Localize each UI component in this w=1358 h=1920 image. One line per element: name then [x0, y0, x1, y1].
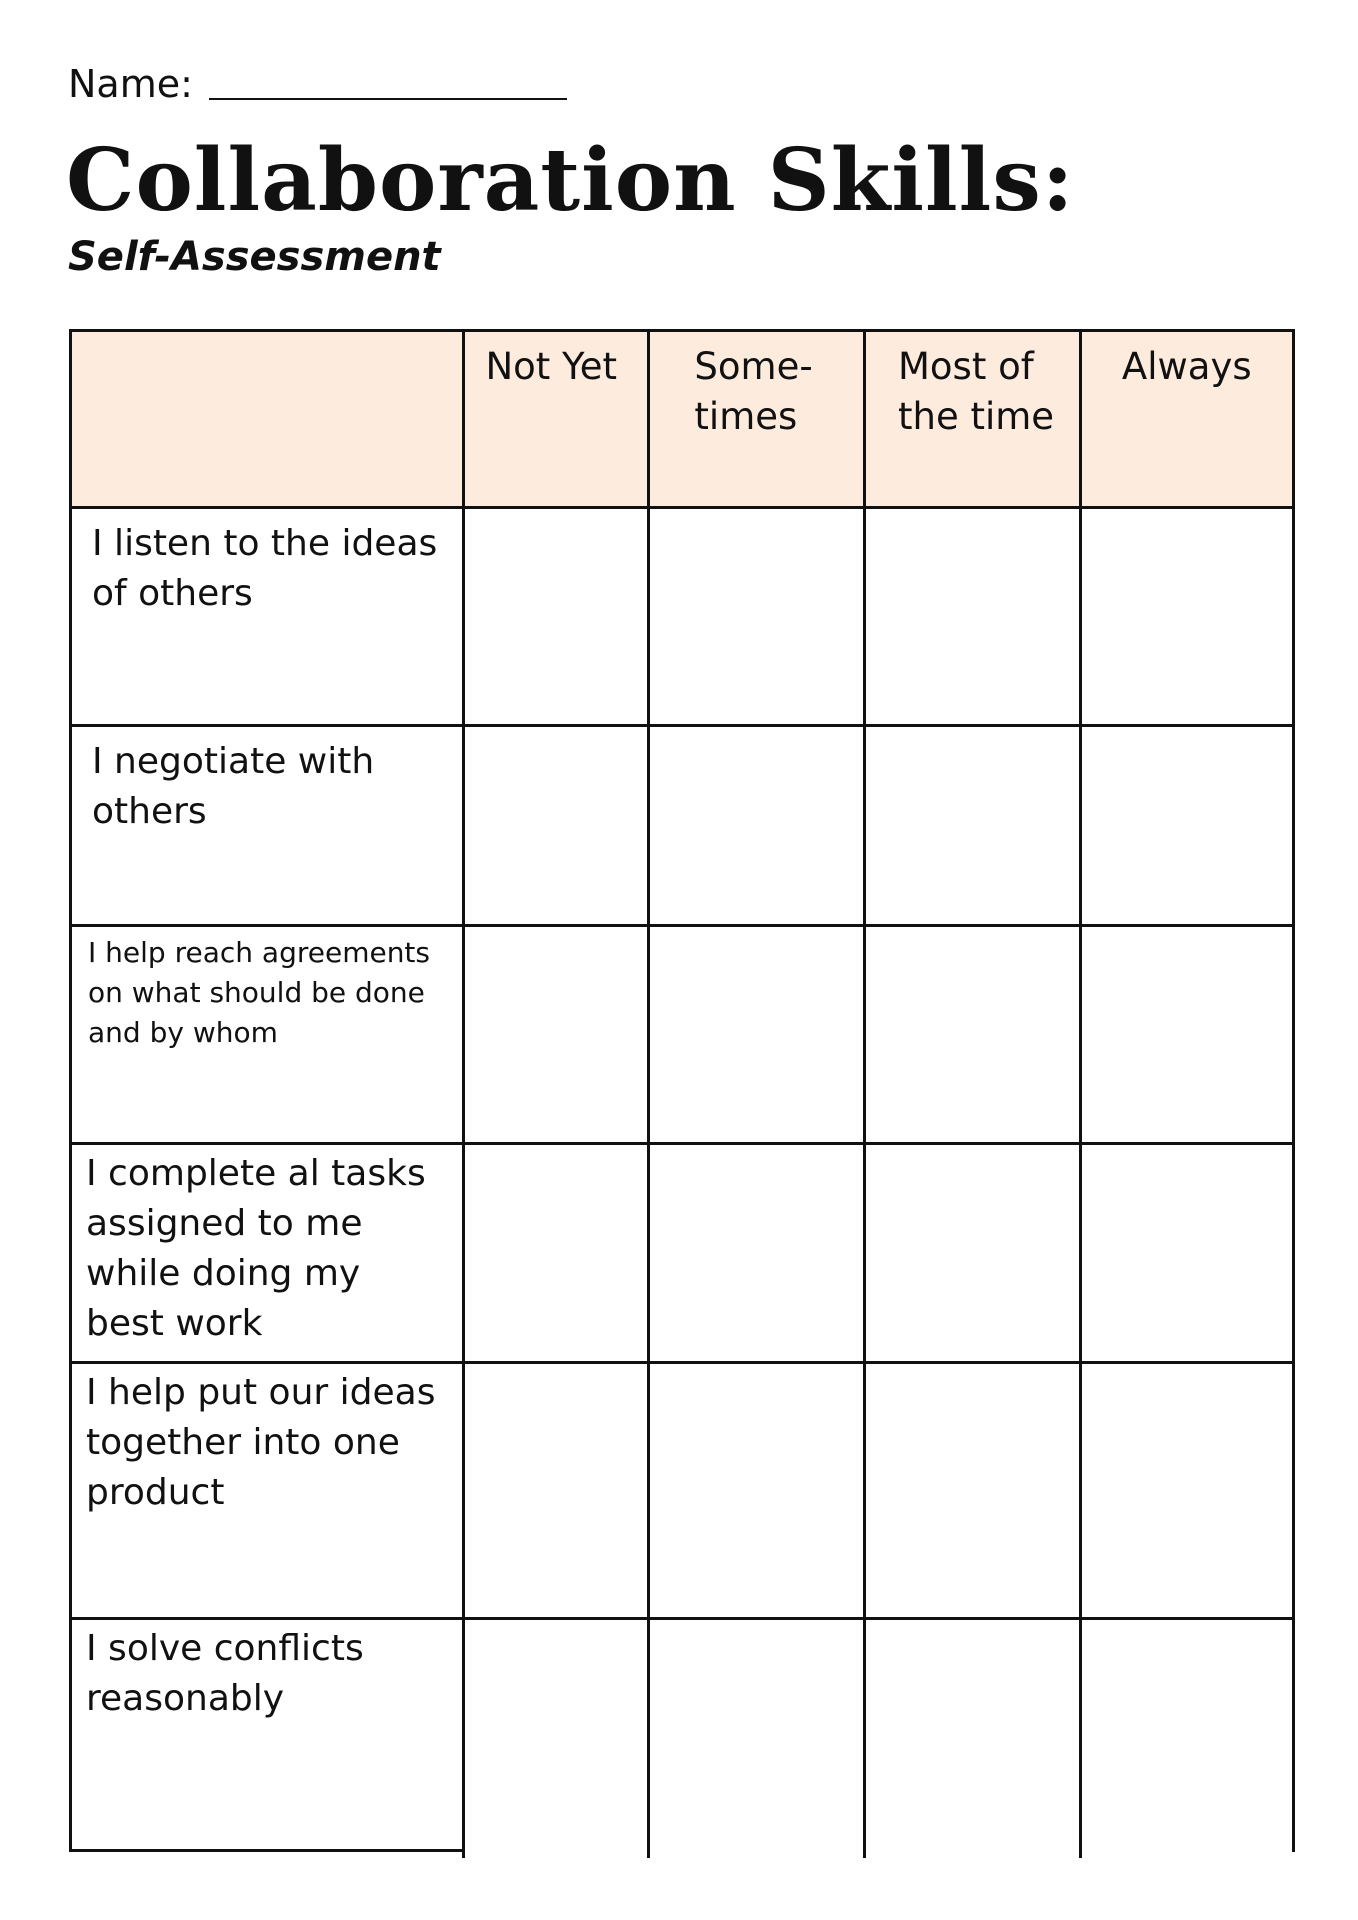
name-field — [68, 62, 567, 106]
table-row — [72, 1143, 1292, 1362]
rating-cell-most-of-the-time[interactable] — [864, 1618, 1080, 1858]
rating-cell-most-of-the-time[interactable] — [864, 925, 1080, 1143]
rating-cell-most-of-the-time[interactable] — [864, 1143, 1080, 1362]
rating-cell-not-yet[interactable] — [464, 925, 649, 1143]
rating-cell-most-of-the-time[interactable] — [864, 725, 1080, 925]
rating-cell-not-yet[interactable] — [464, 507, 649, 725]
rating-cell-always[interactable] — [1080, 1618, 1292, 1858]
rating-cell-always[interactable] — [1080, 925, 1292, 1143]
header-not-yet-label: Not Yet — [485, 345, 617, 388]
rating-cell-sometimes[interactable] — [649, 725, 865, 925]
header-sometimes — [649, 332, 865, 507]
skill-label: I solve conflicts reasonably — [72, 1618, 464, 1858]
rating-cell-most-of-the-time[interactable] — [864, 1362, 1080, 1618]
table-row — [72, 1618, 1292, 1858]
header-not-yet — [464, 332, 649, 507]
header-always-label: Always — [1121, 345, 1252, 388]
skill-label: I complete al tasks assigned to me while doing my best work — [72, 1143, 464, 1362]
rating-cell-always[interactable] — [1080, 725, 1292, 925]
rating-cell-most-of-the-time[interactable] — [864, 507, 1080, 725]
rating-cell-sometimes[interactable] — [649, 1362, 865, 1618]
skill-label: I help reach agreements on what should be done and by whom — [72, 925, 464, 1143]
skill-label: I listen to the ideas of others — [72, 507, 464, 725]
table-row — [72, 725, 1292, 925]
table-row — [72, 1362, 1292, 1618]
table-row — [72, 925, 1292, 1143]
table-row — [72, 507, 1292, 725]
header-always — [1080, 332, 1292, 507]
name-write-line[interactable] — [209, 98, 567, 100]
rating-cell-always[interactable] — [1080, 1362, 1292, 1618]
rating-cell-sometimes[interactable] — [649, 507, 865, 725]
rating-cell-not-yet[interactable] — [464, 1362, 649, 1618]
skill-label: I help put our ideas together into one product — [72, 1362, 464, 1618]
skill-label: I negotiate with others — [72, 725, 464, 925]
worksheet-title: Collaboration Skills: — [66, 130, 1075, 231]
rating-cell-sometimes[interactable] — [649, 925, 865, 1143]
rating-cell-not-yet[interactable] — [464, 1618, 649, 1858]
header-row — [72, 332, 1292, 507]
rating-cell-not-yet[interactable] — [464, 1143, 649, 1362]
worksheet-subtitle: Self-Assessment — [68, 234, 441, 280]
rating-cell-not-yet[interactable] — [464, 725, 649, 925]
rating-cell-always[interactable] — [1080, 507, 1292, 725]
name-label: Name: — [68, 62, 193, 106]
assessment-table — [69, 329, 1295, 1852]
rating-cell-sometimes[interactable] — [649, 1143, 865, 1362]
header-most-of-the-time — [864, 332, 1080, 507]
header-most-label: Most of the time — [897, 345, 1055, 438]
rating-cell-sometimes[interactable] — [649, 1618, 865, 1858]
header-skill-column — [72, 332, 464, 507]
rating-cell-always[interactable] — [1080, 1143, 1292, 1362]
header-sometimes-label: Some- times — [694, 345, 813, 438]
